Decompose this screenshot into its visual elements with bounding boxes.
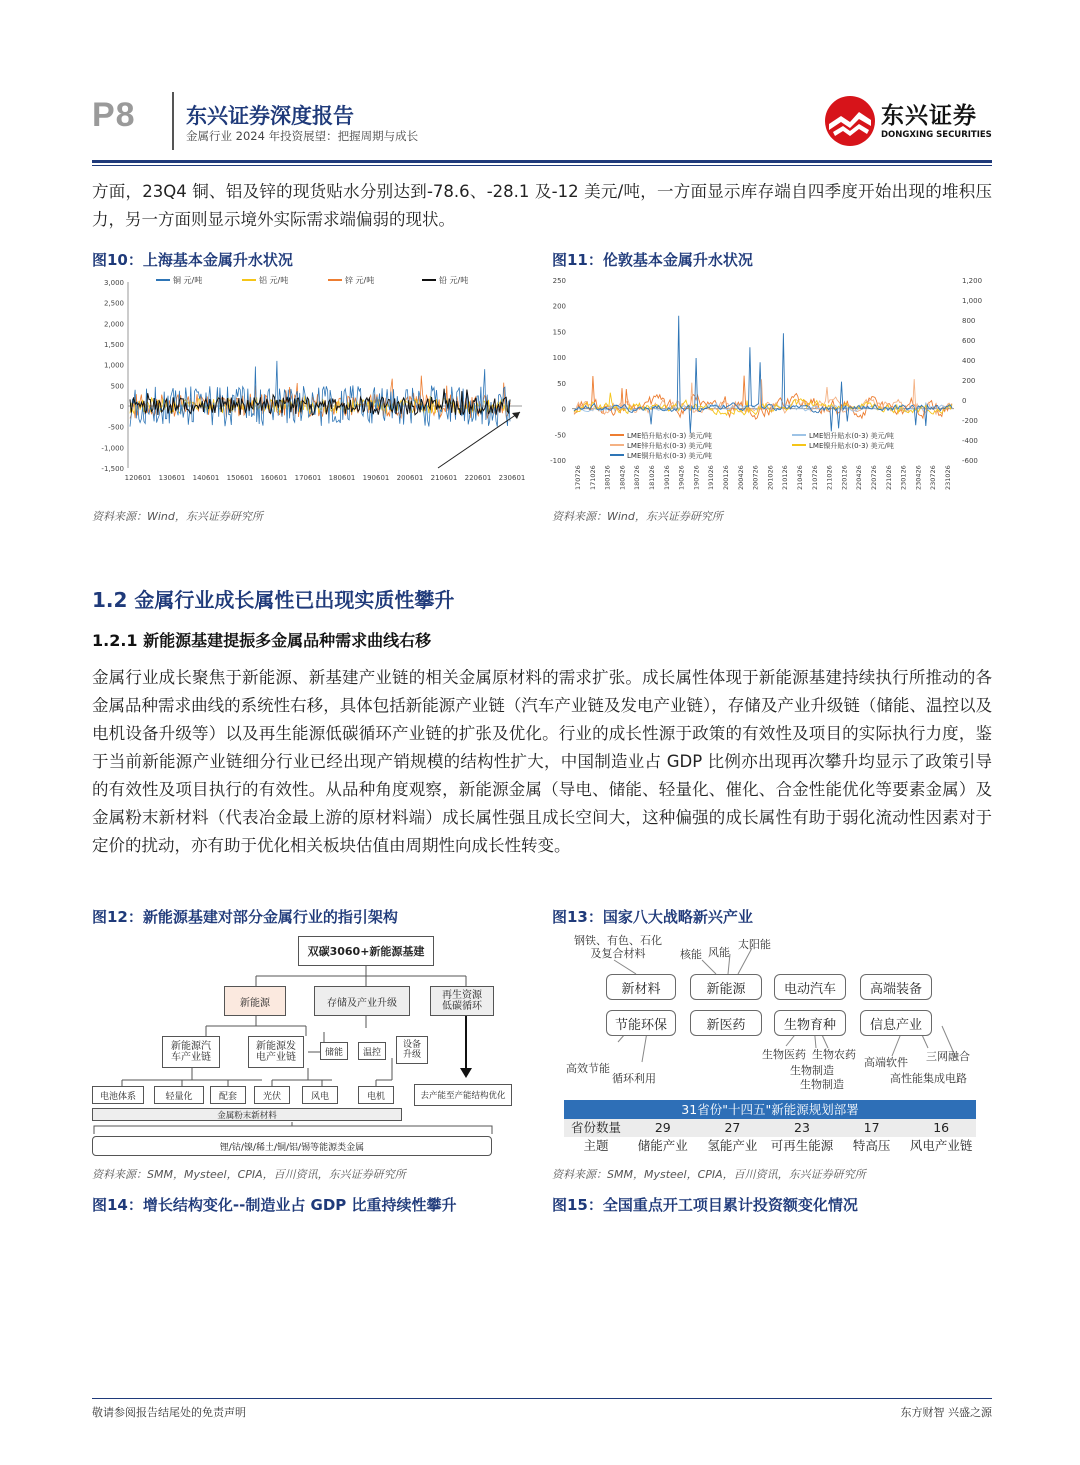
fig10-legend-label: 铝 元/吨 <box>259 276 289 285</box>
fig13-label-biomanufacture: 生物制造 <box>790 1064 834 1077</box>
fig10-x-tick: 180601 <box>328 474 356 482</box>
fig11-x-tick: 190426 <box>677 465 686 490</box>
fig10-x-tick: 200601 <box>396 474 424 482</box>
fig10-x-tick: 160601 <box>260 474 288 482</box>
footer-slogan: 东方财智 兴盛之源 <box>900 1406 992 1419</box>
fig11-y-right-tick: -600 <box>962 457 978 465</box>
fig11-x-tick: 230726 <box>929 465 938 490</box>
fig11-x-tick: 180426 <box>618 465 627 490</box>
company-logo <box>823 94 993 150</box>
fig13-table-cell: 可再生能源 <box>770 1138 834 1153</box>
fig12-node-pv: 光伏 <box>254 1086 290 1104</box>
fig13-table-cell: 省份数量 <box>570 1120 621 1135</box>
fig11-x-tick: 191026 <box>707 465 716 490</box>
fig10-y-tick: -500 <box>108 423 124 432</box>
logo-mark-icon <box>823 94 877 148</box>
header-rule-thin <box>92 165 992 166</box>
fig14-title: 图14：增长结构变化--制造业占 GDP 比重持续性攀升 <box>92 1196 457 1214</box>
fig10-series-line <box>130 361 510 427</box>
fig11-y-left-tick: -50 <box>554 431 566 440</box>
fig13-label-biopesticide: 生物农药 <box>812 1048 856 1061</box>
footer-rule <box>92 1398 992 1399</box>
fig10-y-tick: 1,500 <box>103 341 124 349</box>
fig13-table-body <box>564 1119 976 1155</box>
section-title: 1.2 金属行业成长属性已出现实质性攀升 <box>92 588 455 612</box>
fig10-chart <box>92 272 532 490</box>
fig11-x-tick: 171026 <box>588 465 597 490</box>
fig11-x-tick: 200426 <box>736 465 745 490</box>
report-title: 东兴证券深度报告 <box>186 104 354 128</box>
fig13-table-cell: 16 <box>933 1120 950 1135</box>
fig13-node-breeding: 生物育种 <box>774 1010 846 1036</box>
fig10-y-tick: -1,500 <box>101 465 124 473</box>
fig13-table-cell: 风电产业链 <box>909 1138 973 1153</box>
fig10-y-tick: 2,500 <box>103 299 124 308</box>
logo-text-en: DONGXING SECURITIES <box>881 130 992 140</box>
fig11-series-line <box>574 316 952 433</box>
fig13-label-wind: 风能 <box>708 946 730 959</box>
fig10-x-tick: 220601 <box>464 474 492 482</box>
fig13-node-new-energy: 新能源 <box>690 974 762 1000</box>
subsection-title: 1.2.1 新能源基建提振多金属品种需求曲线右移 <box>92 631 432 650</box>
report-subtitle: 金属行业 2024 年投资展望：把握周期与成长 <box>186 129 419 143</box>
fig11-legend-label: LME铅升贴水(0-3) 美元/吨 <box>627 432 712 440</box>
fig11-chart <box>548 272 992 494</box>
fig13-table-cell: 23 <box>794 1120 810 1135</box>
fig10-x-tick: 210601 <box>430 474 458 482</box>
fig12-node-equip-upgrade: 设备 升级 <box>396 1036 428 1064</box>
fig12-node-wind: 风电 <box>302 1086 338 1104</box>
fig13-source: 资料来源：SMM，Mysteel，CPIA，百川资讯，东兴证券研究所 <box>552 1168 866 1181</box>
fig13-node-new-materials: 新材料 <box>606 974 676 1000</box>
fig12-node-capacity: 去产能至产能结构优化 <box>414 1084 512 1106</box>
fig10-legend-label: 锌 元/吨 <box>345 276 375 285</box>
fig11-x-tick: 210426 <box>796 465 804 490</box>
fig12-node-ev-chain: 新能源汽 车产业链 <box>162 1036 220 1068</box>
fig11-x-tick: 190126 <box>662 465 671 490</box>
logo-text-cn: 东兴证券 <box>881 103 977 129</box>
fig10-x-tick: 230601 <box>498 474 526 482</box>
fig12-node-recycle: 再生资源 低碳循环 <box>430 986 494 1016</box>
fig15-title: 图15：全国重点开工项目累计投资额变化情况 <box>552 1196 858 1214</box>
fig11-y-right-tick: 0 <box>962 397 967 405</box>
fig11-legend-label: LME锌升贴水(0-3) 美元/吨 <box>627 442 712 450</box>
fig11-y-right-tick: -400 <box>962 437 978 445</box>
fig11-y-right-tick: 200 <box>962 377 976 385</box>
fig11-y-right-tick: 800 <box>962 317 976 325</box>
fig13-table-cell: 27 <box>724 1120 741 1135</box>
fig13-node-env: 节能环保 <box>606 1010 676 1036</box>
fig10-legend-label: 铅 元/吨 <box>439 276 469 285</box>
fig12-node-battery: 电池体系 <box>92 1086 144 1104</box>
fig11-y-right-tick: 1,200 <box>962 277 983 285</box>
fig13-table-cell: 氢能产业 <box>707 1138 758 1153</box>
fig11-title: 图11：伦敦基本金属升水状况 <box>552 251 753 269</box>
fig13-node-it: 信息产业 <box>860 1010 932 1036</box>
fig11-y-right-tick: 600 <box>962 337 976 345</box>
fig11-x-tick: 180126 <box>603 465 612 490</box>
fig11-x-tick: 220126 <box>840 465 849 490</box>
fig13-label-recycling: 循环利用 <box>612 1072 656 1085</box>
fig12-node-motor: 电机 <box>358 1086 394 1104</box>
fig10-source: 资料来源：Wind，东兴证券研究所 <box>92 510 263 523</box>
footer-disclaimer: 敬请参阅报告结尾处的免责声明 <box>92 1406 246 1419</box>
fig12-node-new-energy: 新能源 <box>224 986 286 1016</box>
fig10-y-tick: 3,000 <box>103 279 124 287</box>
fig12-diagram <box>92 930 512 1160</box>
fig11-source: 资料来源：Wind，东兴证券研究所 <box>552 510 723 523</box>
fig11-y-right-tick: 400 <box>962 357 976 365</box>
fig11-y-right-tick: 1,000 <box>962 297 983 305</box>
fig13-label-nuclear: 核能 <box>680 948 702 961</box>
fig13-label-solar: 太阳能 <box>738 938 771 951</box>
fig10-y-tick: 2,000 <box>103 320 124 329</box>
fig13-diagram <box>552 930 992 1160</box>
fig11-x-tick: 220426 <box>855 465 864 490</box>
fig10-title: 图10：上海基本金属升水状况 <box>92 251 293 269</box>
fig12-brace <box>92 1120 512 1138</box>
fig13-label-energy-saving: 高效节能 <box>566 1062 610 1075</box>
fig11-x-tick: 170726 <box>574 465 582 490</box>
fig11-x-tick: 200126 <box>722 465 730 490</box>
page-number: P8 <box>92 96 136 134</box>
fig11-y-left-tick: 250 <box>552 277 566 285</box>
fig13-node-ev: 电动汽车 <box>774 974 846 1000</box>
fig10-x-tick: 140601 <box>192 474 220 482</box>
fig13-node-medicine: 新医药 <box>690 1010 762 1036</box>
fig13-table-cell: 29 <box>654 1120 671 1135</box>
fig11-x-tick: 210726 <box>810 465 819 490</box>
fig10-legend-label: 铜 元/吨 <box>173 276 203 285</box>
fig10-x-tick: 120601 <box>124 474 152 482</box>
fig11-y-left-tick: 200 <box>552 302 566 311</box>
fig11-x-tick: 230126 <box>899 465 908 490</box>
fig10-y-tick: 0 <box>119 403 124 411</box>
fig10-x-tick: 150601 <box>226 474 254 482</box>
fig12-source: 资料来源：SMM，Mysteel，CPIA，百川资讯，东兴证券研究所 <box>92 1168 406 1181</box>
fig12-node-lightweight: 轻量化 <box>154 1086 204 1104</box>
fig10-y-tick: 1,000 <box>103 361 124 370</box>
intro-paragraph: 方面，23Q4 铜、铝及锌的现货贴水分别达到-78.6、-28.1 及-12 美元/吨，一方面显示库存端自四季度开始出现的堆积压力，另一方面则显示境外实际需求端偏弱的现状。 <box>92 182 992 229</box>
fig11-y-left-tick: 0 <box>561 405 566 414</box>
fig12-bar-powder: 金属粉末新材料 <box>92 1108 402 1121</box>
fig13-label-metals: 钢铁、有色、石化 及复合材料 <box>574 934 662 960</box>
fig13-table-cell: 17 <box>863 1120 880 1135</box>
fig12-top-node: 双碳3060+新能源基建 <box>298 936 434 966</box>
fig11-y-left-tick: 150 <box>552 328 566 337</box>
fig12-node-support: 配套 <box>210 1086 246 1104</box>
fig11-y-left-tick: 50 <box>557 379 566 388</box>
fig11-x-tick: 210126 <box>781 465 790 490</box>
fig12-node-storage-item: 储能 <box>320 1042 348 1060</box>
fig10-x-tick: 170601 <box>294 474 322 482</box>
fig13-table <box>564 1100 976 1155</box>
fig11-x-tick: 200726 <box>751 465 760 490</box>
fig13-table-cell: 主题 <box>583 1138 609 1153</box>
fig10-x-tick: 130601 <box>158 474 186 482</box>
fig13-table-title: 31省份"十四五"新能源规划部署 <box>564 1100 976 1119</box>
fig12-node-storage: 存储及产业升级 <box>314 986 410 1016</box>
fig13-table-cell: 储能产业 <box>637 1138 688 1153</box>
body-paragraph: 金属行业成长聚焦于新能源、新基建产业链的相关金属原材料的需求扩张。成长属性体现于新能源基建持续执行所推动的各金属品种需求曲线的系统性右移，具体包括新能源产业链（汽车产业链及发电产业链），存储及产业升级链（储能、温控以及电机设备升级等）以及再生能源低碳循环产业链的扩张及优化。行业的成长性源于政策的有效性及项目的实际执行力度，鉴于当前新能源产业链细分行业已经出现产销规模的结构性扩大，中国制造业占 GDP 比例亦出现再次攀升均显示了政策引导的有效性及项目执行的有效性。从品种角度观察，新能源金属（导电、储能、轻量化、催化、合金性能优化等要素金属）及金属粉末新材料（代表冶金最上游的原材料端）成长属性强且成长空间大，这种偏强的成长属性有助于弱化流动性因素对于定价的扰动，亦有助于优化相关板块估值由周期性向成长性转变。 <box>92 668 992 855</box>
fig11-x-tick: 181026 <box>648 465 656 490</box>
fig12-title: 图12：新能源基建对部分金属行业的指引架构 <box>92 908 398 926</box>
fig11-legend-label: LME镍升贴水(0-3) 美元/吨 <box>809 442 894 450</box>
fig13-table-cell: 特高压 <box>852 1138 891 1153</box>
fig13-label-ic: 高性能集成电路 <box>890 1072 967 1085</box>
header-rule <box>92 160 992 163</box>
fig13-table-row <box>564 1119 976 1137</box>
fig11-x-tick: 211026 <box>825 465 834 490</box>
fig13-table-row <box>564 1137 976 1155</box>
fig11-legend-label: LME铝升贴水(0-3) 美元/吨 <box>809 432 894 440</box>
fig11-x-tick: 190726 <box>692 465 701 490</box>
fig11-x-tick: 220726 <box>870 465 878 490</box>
fig10-y-tick: 500 <box>110 382 124 391</box>
fig11-x-tick: 231026 <box>944 465 952 490</box>
fig11-legend-label: LME铜升贴水(0-3) 美元/吨 <box>627 452 712 460</box>
fig13-label-triple-network: 三网融合 <box>926 1050 970 1063</box>
fig11-series-line <box>574 376 952 420</box>
fig13-label-biomed: 生物医药 <box>762 1048 806 1061</box>
header-separator <box>172 92 174 150</box>
fig11-x-tick: 201026 <box>766 465 775 490</box>
fig11-y-left-tick: 100 <box>552 354 566 363</box>
fig13-label-software: 高端软件 <box>864 1056 908 1069</box>
fig13-label-biomanufacture-2: 生物制造 <box>800 1078 844 1091</box>
fig10-trend-arrowhead <box>512 412 520 419</box>
fig11-y-left-tick: -100 <box>550 457 566 465</box>
fig11-x-tick: 230426 <box>914 465 923 490</box>
fig10-y-tick: -1,000 <box>101 444 124 453</box>
fig10-x-tick: 190601 <box>362 474 390 482</box>
fig13-title: 图13：国家八大战略新兴产业 <box>552 908 753 926</box>
fig12-node-temp-ctrl: 温控 <box>358 1042 386 1060</box>
fig11-y-right-tick: -200 <box>962 417 978 425</box>
fig12-node-power-chain: 新能源发 电产业链 <box>248 1036 304 1068</box>
fig11-x-tick: 180726 <box>633 465 642 490</box>
fig12-bar-metals: 锂/钴/镍/稀土/铜/铝/锡等能源类金属 <box>92 1136 492 1156</box>
fig13-node-equipment: 高端装备 <box>860 974 932 1000</box>
fig11-x-tick: 221026 <box>884 465 893 490</box>
